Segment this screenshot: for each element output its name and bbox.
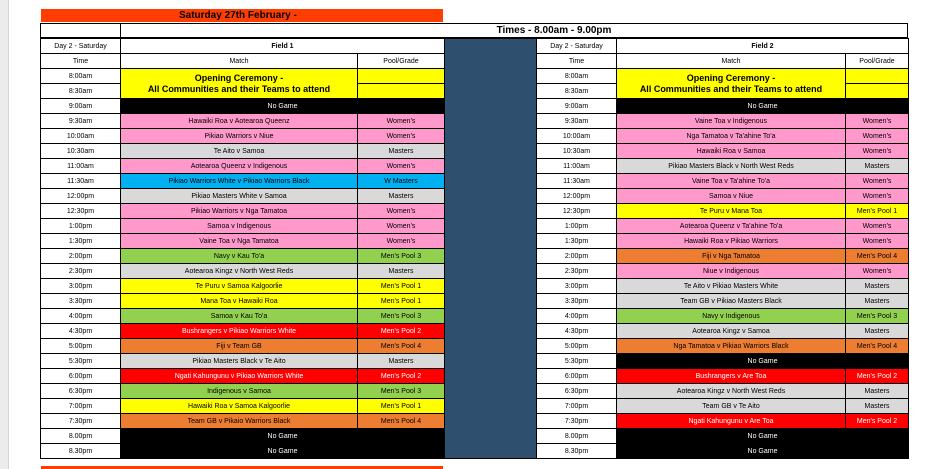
field2-match-cell: Bushrangers v Are Toa [617, 369, 846, 384]
field2-match-cell: Aotearoa Kingz v North West Reds [617, 384, 846, 399]
field2-time-cell: 10:00am [537, 129, 617, 144]
field1-match-cell: Te Puru v Samoa Kalgoorlie [121, 279, 358, 294]
field2-match-cell: Niue v Indigenous [617, 264, 846, 279]
field2-pool-cell: Men's Pool 1 [846, 204, 909, 219]
field1-time-cell: 6:00pm [41, 369, 121, 384]
field1-no-game-cell: No Game [121, 429, 445, 444]
field1-col-time: Time [41, 54, 121, 69]
ceremony-line-2: All Communities and their Teams to attend [147, 83, 331, 94]
field2-match-cell: Vaine Toa v Indigenous [617, 114, 846, 129]
ceremony-line-1: Opening Ceremony - [686, 72, 776, 83]
field1-pool-cell: Masters [358, 354, 445, 369]
field2-time-cell: 9:00am [537, 99, 617, 114]
field2-time-cell: 11:00am [537, 159, 617, 174]
field1-match-cell: Pikiao Masters White v Samoa [121, 189, 358, 204]
field1-time-cell: 2:30pm [41, 264, 121, 279]
times-label: Times - 8.00am - 9.00pm [120, 23, 908, 38]
field2-no-game-cell: No Game [617, 444, 909, 459]
field2-time-cell: 3:00pm [537, 279, 617, 294]
field1-pool-cell: Men's Pool 2 [358, 324, 445, 339]
field2-time-cell: 8:00am [537, 69, 617, 84]
field1-match-cell: Aotearoa Kingz v North West Reds [121, 264, 358, 279]
field2-match-cell: Navy v Indigenous [617, 309, 846, 324]
field-divider [445, 39, 537, 459]
field2-pool-cell: Women's [846, 114, 909, 129]
field1-time-cell: 11:30am [41, 174, 121, 189]
field1-time-cell: 12:00pm [41, 189, 121, 204]
field2-no-game-cell: No Game [617, 354, 909, 369]
field1-col-match: Match [121, 54, 358, 69]
field1-pool-cell: Men's Pool 3 [358, 384, 445, 399]
field2-pool-cell: Women's [846, 219, 909, 234]
field2-pool-cell: Masters [846, 324, 909, 339]
field2-pool-cell: Men's Pool 4 [846, 249, 909, 264]
field1-pool-cell [358, 69, 445, 84]
field2-pool-cell: Masters [846, 399, 909, 414]
field2-no-game-cell: No Game [617, 429, 909, 444]
field2-match-cell: Te Aito v Pikiao Masters White [617, 279, 846, 294]
field1-time-cell: 10:30am [41, 144, 121, 159]
field2-time-cell: 2:30pm [537, 264, 617, 279]
field1-match-cell: Hawaiki Roa v Samoa Kalgoorlie [121, 399, 358, 414]
field2-match-cell: Pikiao Masters Black v North West Reds [617, 159, 846, 174]
field1-time-cell: 7:30pm [41, 414, 121, 429]
field1-pool-cell: Women's [358, 159, 445, 174]
field1-pool-cell: Masters [358, 144, 445, 159]
field2-pool-cell: Masters [846, 159, 909, 174]
field2-time-cell: 8:30am [537, 84, 617, 99]
field2-pool-cell: Women's [846, 264, 909, 279]
field1-pool-cell: Masters [358, 189, 445, 204]
field2-match-cell: Te Puru v Mana Toa [617, 204, 846, 219]
field2-pool-cell: Women's [846, 189, 909, 204]
field2-match-cell: Aotearoa Queenz v Ta'ahine To'a [617, 219, 846, 234]
field1-time-cell: 11:00am [41, 159, 121, 174]
times-header-blank [40, 23, 120, 38]
day-banner: Saturday 27th February - [41, 9, 443, 22]
field2-match-cell: Team GB v Te Aito [617, 399, 846, 414]
field2-time-cell: 5:30pm [537, 354, 617, 369]
ceremony-line-1: Opening Ceremony - [194, 72, 284, 83]
field1-match-cell: Pikiao Masters Black v Te Aito [121, 354, 358, 369]
field2-pool-cell: Men's Pool 3 [846, 309, 909, 324]
field1-no-game-cell: No Game [121, 444, 445, 459]
field1-match-cell: Pikiao Warriors v Nga Tamatoa [121, 204, 358, 219]
field2-pool-cell: Women's [846, 174, 909, 189]
field1-pool-cell: Women's [358, 114, 445, 129]
field1-match-cell: Vaine Toa v Nga Tamatoa [121, 234, 358, 249]
field1-pool-cell: Women's [358, 129, 445, 144]
field1-time-cell: 3:00pm [41, 279, 121, 294]
field1-match-cell: Mana Toa v Hawaiki Roa [121, 294, 358, 309]
field1-no-game-cell: No Game [121, 99, 445, 114]
field1-pool-cell: Women's [358, 204, 445, 219]
field1-pool-cell: Men's Pool 1 [358, 294, 445, 309]
field1-time-cell: 7:00pm [41, 399, 121, 414]
field2-pool-cell: Men's Pool 4 [846, 339, 909, 354]
field-title-row [41, 39, 909, 54]
field2-no-game-cell: No Game [617, 99, 909, 114]
field1-time-cell: 8:00am [41, 69, 121, 84]
field1-pool-cell: Men's Pool 1 [358, 279, 445, 294]
field1-pool-cell: Men's Pool 4 [358, 414, 445, 429]
field1-match-cell: Navy v Kau To'a [121, 249, 358, 264]
field1-title: Field 1 [121, 39, 445, 54]
field2-day-label: Day 2 - Saturday [537, 39, 617, 54]
field1-match-cell: Bushrangers v Pikiao Warriors White [121, 324, 358, 339]
field2-time-cell: 11:30am [537, 174, 617, 189]
field1-match-cell: Indigenous v Samoa [121, 384, 358, 399]
field1-time-cell: 5:30pm [41, 354, 121, 369]
field2-pool-cell [846, 69, 909, 84]
left-margin-strip [0, 0, 9, 469]
field2-pool-cell: Masters [846, 294, 909, 309]
field2-match-cell: Nga Tamatoa v Pikiao Warriors Black [617, 339, 846, 354]
field2-time-cell: 3:30pm [537, 294, 617, 309]
field1-time-cell: 8.00pm [41, 429, 121, 444]
field2-time-cell: 5:00pm [537, 339, 617, 354]
field1-time-cell: 1:00pm [41, 219, 121, 234]
field1-time-cell: 12:30pm [41, 204, 121, 219]
field1-time-cell: 8.30pm [41, 444, 121, 459]
field1-time-cell: 8:30am [41, 84, 121, 99]
field1-match-cell: Pikiao Warriors White v Pikiao Warriors Black [121, 174, 358, 189]
field2-match-cell: Hawaiki Roa v Samoa [617, 144, 846, 159]
field1-time-cell: 1:30pm [41, 234, 121, 249]
field2-col-pool: Pool/Grade [846, 54, 909, 69]
field2-time-cell: 4:00pm [537, 309, 617, 324]
field2-opening-ceremony [617, 69, 846, 99]
field1-opening-ceremony [121, 69, 358, 99]
field1-col-pool: Pool/Grade [358, 54, 445, 69]
field2-pool-cell: Women's [846, 144, 909, 159]
field1-pool-cell: W Masters [358, 174, 445, 189]
field1-match-cell: Team GB v Pikaio Warriors Black [121, 414, 358, 429]
field2-time-cell: 9:30am [537, 114, 617, 129]
field2-pool-cell: Men's Pool 2 [846, 414, 909, 429]
field1-time-cell: 9:00am [41, 99, 121, 114]
field1-match-cell: Samoa v Indigenous [121, 219, 358, 234]
field1-match-cell: Ngati Kahungunu v Pikiao Warriors White [121, 369, 358, 384]
field1-pool-cell: Women's [358, 219, 445, 234]
field1-time-cell: 4:30pm [41, 324, 121, 339]
field2-pool-cell: Masters [846, 384, 909, 399]
field1-match-cell: Samoa v Kau To'a [121, 309, 358, 324]
field2-time-cell: 8.00pm [537, 429, 617, 444]
field1-match-cell: Hawaiki Roa v Aotearoa Queenz [121, 114, 358, 129]
field2-pool-cell: Masters [846, 279, 909, 294]
times-header-row [40, 23, 908, 38]
field1-pool-cell: Men's Pool 1 [358, 399, 445, 414]
field2-time-cell: 1:30pm [537, 234, 617, 249]
field2-match-cell: Team GB v Pikiao Masters Black [617, 294, 846, 309]
field2-match-cell: Vaine Toa v Ta'ahine To'a [617, 174, 846, 189]
schedule-table [40, 38, 909, 459]
field1-time-cell: 3:30pm [41, 294, 121, 309]
field2-time-cell: 12:00pm [537, 189, 617, 204]
field2-pool-cell: Men's Pool 2 [846, 369, 909, 384]
field2-col-time: Time [537, 54, 617, 69]
field2-title: Field 2 [617, 39, 909, 54]
field2-match-cell: Aotearoa Kingz v Samoa [617, 324, 846, 339]
field1-match-cell: Te Aito v Samoa [121, 144, 358, 159]
field2-pool-cell: Women's [846, 234, 909, 249]
ceremony-line-2: All Communities and their Teams to attend [639, 83, 823, 94]
field2-time-cell: 12:30pm [537, 204, 617, 219]
field2-time-cell: 10:30am [537, 144, 617, 159]
field2-time-cell: 2:00pm [537, 249, 617, 264]
field1-time-cell: 10:00am [41, 129, 121, 144]
field1-match-cell: Aotearoa Queenz v Indigenous [121, 159, 358, 174]
field1-pool-cell: Men's Pool 3 [358, 309, 445, 324]
field1-pool-cell: Men's Pool 3 [358, 249, 445, 264]
field2-match-cell: Samoa v Niue [617, 189, 846, 204]
field2-match-cell: Nga Tamatoa v Ta'ahine To'a [617, 129, 846, 144]
field2-match-cell: Hawaiki Roa v Pikiao Warriors [617, 234, 846, 249]
field2-pool-cell [846, 84, 909, 99]
field2-time-cell: 7:30pm [537, 414, 617, 429]
field2-col-match: Match [617, 54, 846, 69]
field2-time-cell: 1:00pm [537, 219, 617, 234]
field2-time-cell: 6:00pm [537, 369, 617, 384]
field1-time-cell: 5:00pm [41, 339, 121, 354]
field2-pool-cell: Women's [846, 129, 909, 144]
field2-time-cell: 6:30pm [537, 384, 617, 399]
field1-time-cell: 6:30pm [41, 384, 121, 399]
field1-pool-cell: Women's [358, 234, 445, 249]
field2-match-cell: Fiji v Nga Tamatoa [617, 249, 846, 264]
field2-time-cell: 7:00pm [537, 399, 617, 414]
field2-time-cell: 8.30pm [537, 444, 617, 459]
field1-time-cell: 9:30am [41, 114, 121, 129]
field2-time-cell: 4:30pm [537, 324, 617, 339]
field1-pool-cell: Men's Pool 2 [358, 369, 445, 384]
field1-pool-cell: Masters [358, 264, 445, 279]
field1-match-cell: Fiji v Team GB [121, 339, 358, 354]
field2-match-cell: Ngati Kahungunu v Are Toa [617, 414, 846, 429]
field1-time-cell: 4:00pm [41, 309, 121, 324]
field1-day-label: Day 2 - Saturday [41, 39, 121, 54]
field1-time-cell: 2:00pm [41, 249, 121, 264]
field1-pool-cell [358, 84, 445, 99]
field1-match-cell: Pikiao Warriors v Niue [121, 129, 358, 144]
field1-pool-cell: Men's Pool 4 [358, 339, 445, 354]
